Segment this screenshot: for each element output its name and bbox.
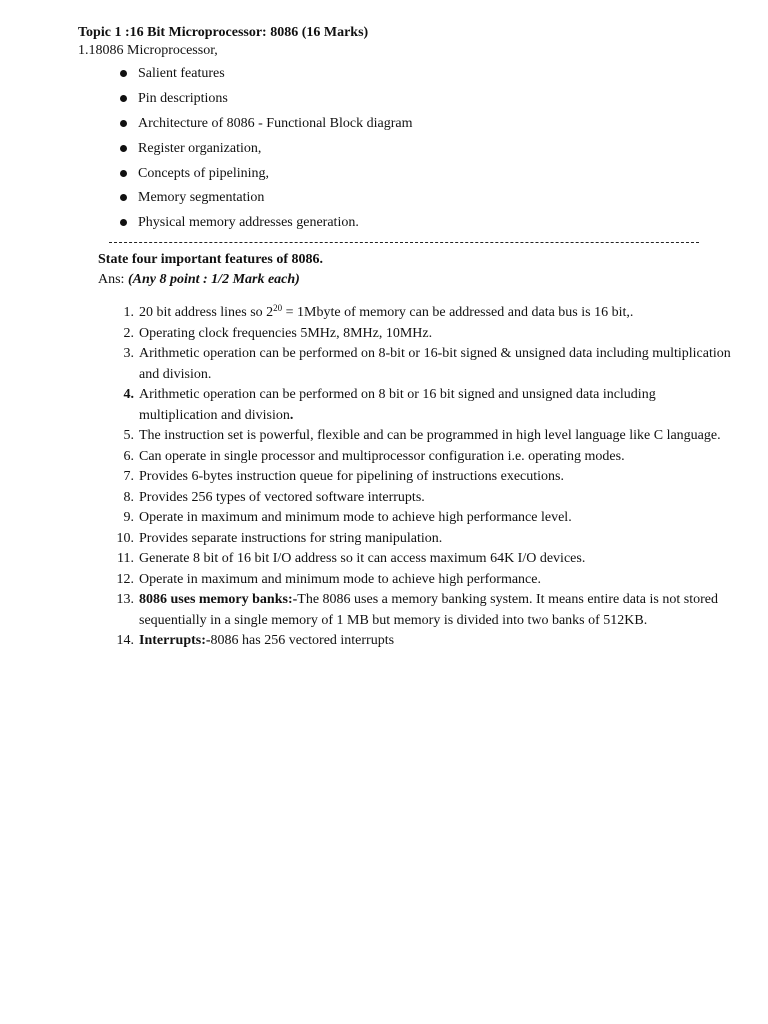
answer-line xyxy=(98,271,300,289)
bullet-dot-icon xyxy=(120,219,127,226)
bullet-text: Pin descriptions xyxy=(138,90,228,106)
question-heading: State four important features of 8086. xyxy=(98,252,324,267)
item-number: 8. xyxy=(123,489,134,505)
list-item xyxy=(110,303,735,324)
item-end-mark: . xyxy=(289,407,294,423)
syllabus-bullet-list xyxy=(120,65,412,239)
list-item xyxy=(110,549,735,570)
bullet-item xyxy=(120,65,412,90)
item-text: Arithmetic operation can be performed on 8 bit or 16 bit signed and unsigned data including multiplication and division xyxy=(139,387,656,423)
item-text: Provides 256 types of vectored software interrupts. xyxy=(139,489,425,505)
item-text: The instruction set is powerful, flexible and can be programmed in high level language like C language. xyxy=(139,428,721,443)
item-number: 4. xyxy=(123,387,134,402)
item-number: 12. xyxy=(116,571,134,587)
topic-heading: Topic 1 :16 Bit Microprocessor: 8086 (16 Marks) xyxy=(78,25,369,40)
item-text: Can operate in single processor and multiprocessor configuration i.e. operating modes. xyxy=(139,448,625,464)
bullet-item xyxy=(120,214,412,239)
item-number: 6. xyxy=(123,448,134,464)
subtopic-title: 1.18086 Microprocessor, xyxy=(78,43,218,58)
item-text: = 1Mbyte of memory can be addressed and data bus is 16 bit,. xyxy=(282,305,634,320)
item-number: 1. xyxy=(123,305,134,320)
list-item xyxy=(110,324,735,345)
bullet-dot-icon xyxy=(120,120,127,127)
bullet-dot-icon xyxy=(120,145,127,152)
bullet-item xyxy=(120,90,412,115)
bullet-text: Salient features xyxy=(138,66,225,81)
list-item xyxy=(110,385,735,426)
bullet-text: Concepts of pipelining, xyxy=(138,165,270,181)
bullet-item xyxy=(120,140,412,165)
item-text: Operate in maximum and minimum mode to achieve high performance. xyxy=(139,571,541,587)
list-item xyxy=(110,570,735,591)
answer-marking-note: (Any 8 point : 1/2 Mark each) xyxy=(127,272,300,287)
list-item xyxy=(110,529,735,550)
bullet-item xyxy=(120,165,412,190)
bullet-text: Register organization, xyxy=(138,140,262,156)
item-text: Generate 8 bit of 16 bit I/O address so it can access maximum 64K I/O devices. xyxy=(139,551,586,566)
list-item xyxy=(110,488,735,509)
item-superscript: 20 xyxy=(273,303,283,313)
item-number: 3. xyxy=(123,346,134,361)
features-list xyxy=(110,303,735,652)
item-text: 8086 has 256 vectored interrupts xyxy=(210,633,395,648)
bullet-dot-icon xyxy=(120,70,127,77)
item-number: 5. xyxy=(123,428,134,443)
list-item xyxy=(110,344,735,385)
item-number: 9. xyxy=(123,510,134,525)
list-item xyxy=(110,426,735,447)
item-number: 14. xyxy=(116,633,134,648)
bullet-dot-icon xyxy=(120,170,127,177)
item-number: 11. xyxy=(117,551,134,566)
list-item xyxy=(110,467,735,488)
item-lead-term: 8086 uses memory banks:- xyxy=(139,592,298,607)
item-text: Operating clock frequencies 5MHz, 8MHz, 10MHz. xyxy=(139,325,433,341)
item-text: Provides 6-bytes instruction queue for pipelining of instructions executions. xyxy=(139,469,564,484)
list-item xyxy=(110,447,735,468)
list-item xyxy=(110,508,735,529)
list-item xyxy=(110,631,735,652)
bullet-dot-icon xyxy=(120,95,127,102)
item-text: Arithmetic operation can be performed on 8-bit or 16-bit signed & unsigned data including multiplication and division. xyxy=(139,346,731,382)
bullet-text: Physical memory addresses generation. xyxy=(138,215,359,231)
bullet-dot-icon xyxy=(120,194,127,201)
item-text: The 8086 uses a memory banking system. It means entire data is not stored sequentially in a single memory of 1 MB but memory is divided into two banks of 512KB. xyxy=(139,592,718,628)
item-text: Operate in maximum and minimum mode to achieve high performance level. xyxy=(139,510,572,525)
item-number: 7. xyxy=(123,469,134,484)
item-lead-term: Interrupts:- xyxy=(139,633,211,648)
item-number: 13. xyxy=(116,592,134,607)
bullet-text: Architecture of 8086 - Functional Block diagram xyxy=(138,115,413,131)
dashed-divider xyxy=(109,242,699,243)
list-item xyxy=(110,590,735,631)
item-text: Provides separate instructions for string manipulation. xyxy=(139,530,443,546)
answer-label: Ans: xyxy=(98,272,128,287)
bullet-item xyxy=(120,189,412,214)
item-number: 2. xyxy=(123,325,134,341)
item-text: 20 bit address lines so 2 xyxy=(139,305,274,320)
bullet-text: Memory segmentation xyxy=(138,190,265,206)
bullet-item xyxy=(120,115,412,140)
item-number: 10. xyxy=(116,530,134,546)
